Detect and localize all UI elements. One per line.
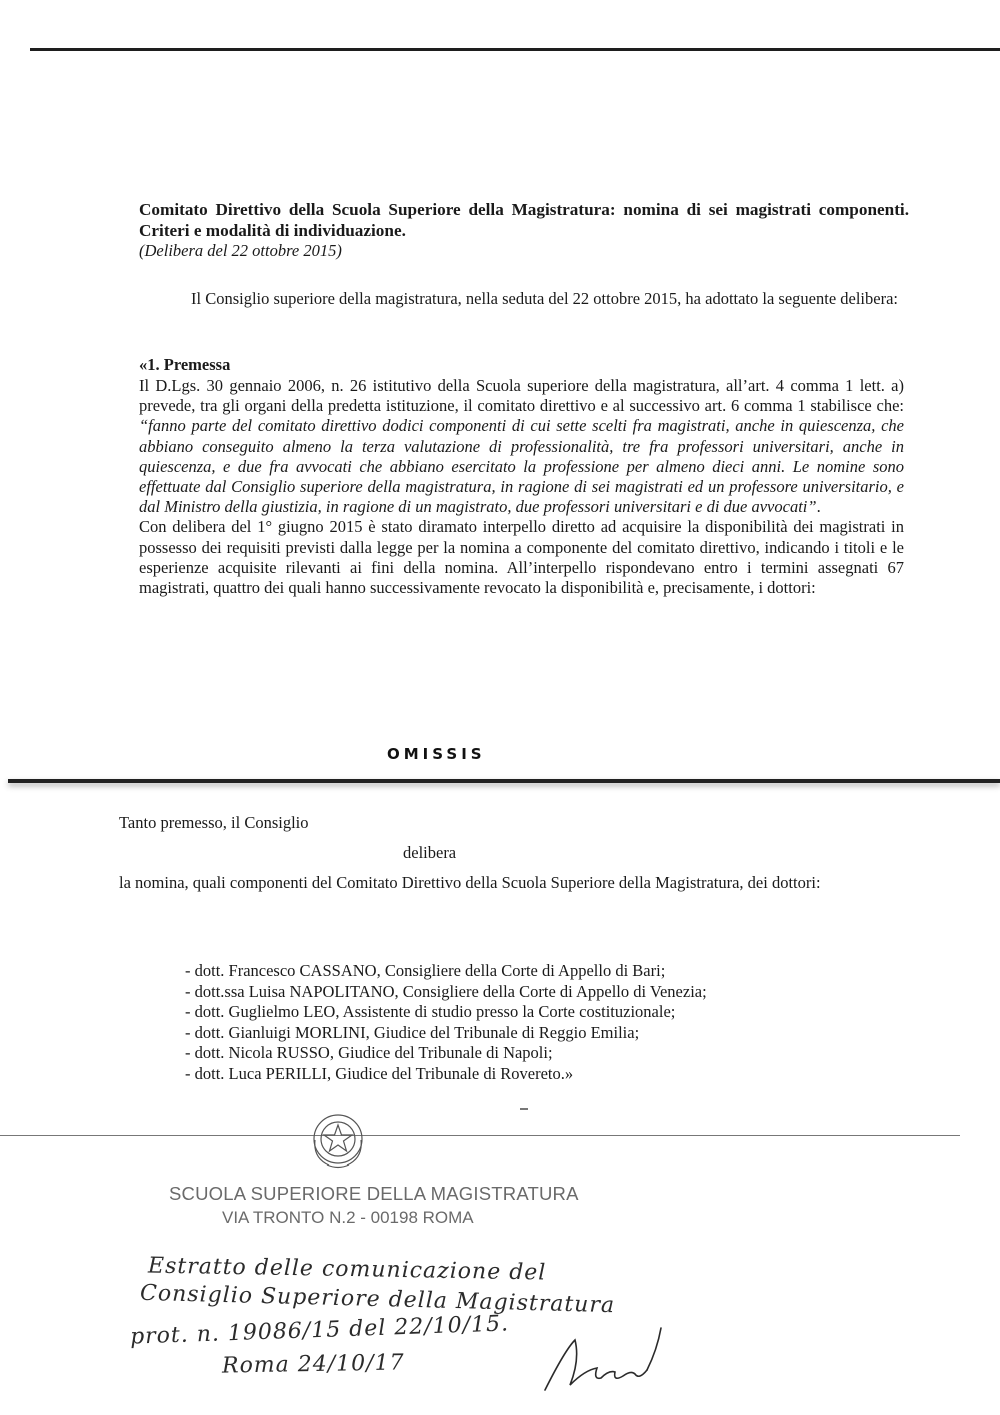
handwritten-signature-icon <box>535 1320 665 1400</box>
list-item: - dott.ssa Luisa NAPOLITANO, Consigliere della Corte di Appello di Venezia; <box>185 981 707 1001</box>
handwritten-line-2: Consiglio Superiore della Magistratura <box>139 1280 616 1319</box>
nominees-list <box>185 961 707 1084</box>
intro-paragraph: Il Consiglio superiore della magistratura, nella seduta del 22 ottobre 2015, ha adottato la seguente delibera: <box>191 289 898 308</box>
stamp-line-2: VIA TRONTO N.2 - 00198 ROMA <box>222 1208 474 1227</box>
premessa-quote-end: . <box>816 497 821 517</box>
premessa-quote: “fanno parte del comitato direttivo dodici componenti di cui sette scelti fra magistrati, anche in quiescenza, che abbiano conseguito almeno la terza valutazione di professionalità, tre fra professori universitari, anche in quiescenza, e due fra avvocati che abbiano esercitato la professione per almeno dieci anni. Le nomine sono effettuate dal Consiglio superiore della magistratura, in ragione di sei magistrati ed un professore universitario, e dal Ministro della giustizia, in ragione di un magistrato, due professori universitari e di due avvocati” <box>139 416 904 517</box>
premessa-heading: «1. Premessa <box>139 355 231 374</box>
delibera-word: delibera <box>403 843 457 862</box>
handwritten-line-4: Roma 24/10/17 <box>221 1350 405 1379</box>
premessa-paragraph-2: Con delibera del 1° giugno 2015 è stato diramato interpello diretto ad acquisire la disponibilità dei magistrati in possesso dei requisiti previsti dalla legge per la nomina a componente del comitato direttivo, indicando i titoli e le esperienze acquisite rilevanti ai fini della nomina. All’interpello rispondevano entro i termini assegnati 67 magistrati, quattro dei quali hanno successivamente revocato la disponibilità e, precisamente, i dottori: <box>139 517 904 598</box>
italian-republic-emblem-icon <box>309 1110 367 1170</box>
top-rule <box>30 48 1000 51</box>
nomina-paragraph: la nomina, quali componenti del Comitato Direttivo della Scuola Superiore della Magistratura, dei dottori: <box>119 873 821 892</box>
lower-rule <box>0 1135 960 1136</box>
list-item: - dott. Luca PERILLI, Giudice del Tribunale di Rovereto.» <box>185 1063 574 1083</box>
list-item: - dott. Francesco CASSANO, Consigliere della Corte di Appello di Bari; <box>185 961 666 980</box>
document-title: Comitato Direttivo della Scuola Superiore della Magistratura: nomina di sei magistrati componenti. Criteri e modalità di individuazione. <box>139 200 909 240</box>
list-item: - dott. Nicola RUSSO, Giudice del Tribunale di Napoli; <box>185 1043 553 1062</box>
list-item: - dott. Guglielmo LEO, Assistente di studio presso la Corte costituzionale; <box>185 1002 676 1021</box>
premessa-body <box>139 376 904 598</box>
handwritten-line-1: Estratto delle comunicazione del <box>147 1253 547 1286</box>
document-subtitle: (Delibera del 22 ottobre 2015) <box>139 241 342 260</box>
premessa-text: Il D.Lgs. 30 gennaio 2006, n. 26 istitutivo della Scuola superiore della magistratura, all’art. 4 comma 1 lett. a) prevede, tra gli organi della predetta istituzione, il comitato direttivo e al successivo art. 6 comma 1 stabilisce che: <box>139 376 904 416</box>
stamp-line-1: SCUOLA SUPERIORE DELLA MAGISTRATURA <box>169 1183 579 1204</box>
omissis-mark: OMISSIS <box>387 745 486 763</box>
scan-speck <box>520 1108 528 1110</box>
middle-rule <box>8 779 1000 783</box>
list-item: - dott. Gianluigi MORLINI, Giudice del Tribunale di Reggio Emilia; <box>185 1022 640 1042</box>
handwritten-line-3: prot. n. 19086/15 del 22/10/15. <box>129 1311 510 1350</box>
tanto-premesso: Tanto premesso, il Consiglio <box>119 813 309 832</box>
